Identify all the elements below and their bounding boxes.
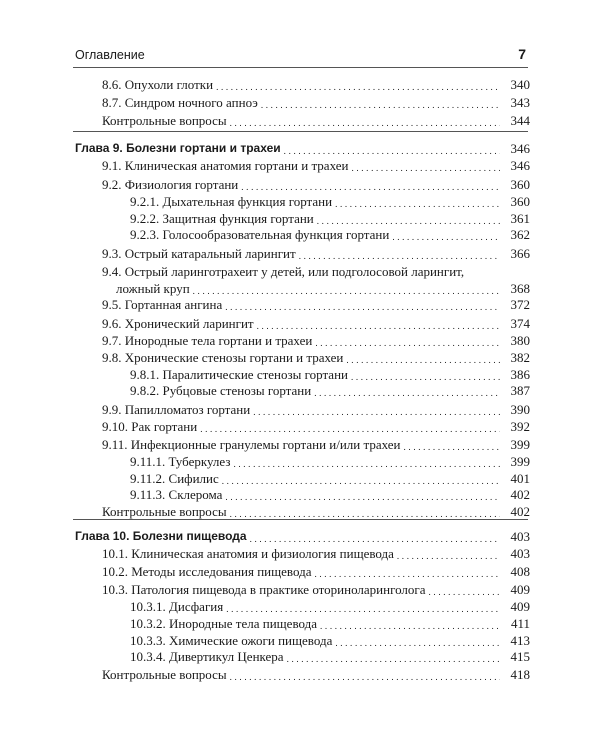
toc-entry-9-8-1[interactable]: 9.8.1. Паралитические стенозы гортани . . . 386	[130, 366, 530, 383]
toc-page: 368	[510, 281, 530, 296]
toc-page: 409	[510, 599, 530, 614]
leader-dots	[257, 315, 500, 332]
toc-page: 403	[510, 529, 530, 544]
toc-entry-10-3[interactable]: 10.3. Патология пищевода в практике оториноларинголога . . . 409	[102, 581, 530, 598]
toc-entry-9-11-3[interactable]: 9.11.3. Склерома . . . 402	[130, 486, 530, 503]
toc-page: 418	[510, 667, 530, 682]
toc-page: 361	[510, 211, 530, 226]
leader-dots	[241, 176, 500, 193]
leader-dots	[392, 226, 500, 243]
leader-dots	[314, 382, 500, 399]
toc-page: 386	[510, 367, 530, 382]
leader-dots	[253, 401, 500, 418]
toc-page: 399	[510, 437, 530, 452]
leader-dots	[222, 470, 500, 487]
toc-entry-9-1[interactable]: 9.1. Клиническая анатомия гортани и трахеи . . . 346	[102, 157, 530, 174]
toc-page: 415	[510, 649, 530, 664]
toc-entry-9-8-2[interactable]: 9.8.2. Рубцовые стенозы гортани . . . 387	[130, 382, 530, 399]
leader-dots	[320, 615, 500, 632]
toc-entry-9-11-1[interactable]: 9.11.1. Туберкулез . . . 399	[130, 453, 530, 470]
toc-page: 401	[510, 471, 530, 486]
toc-page: 387	[510, 383, 530, 398]
toc-page: 340	[510, 77, 530, 92]
leader-dots	[230, 112, 500, 129]
toc-entry-review-8[interactable]: Контрольные вопросы . . . 344	[102, 112, 530, 129]
toc-entry-9-11-2[interactable]: 9.11.2. Сифилис . . . 401	[130, 470, 530, 487]
toc-entry-9-6[interactable]: 9.6. Хронический ларингит . . . 374	[102, 315, 530, 332]
toc-entry-10-1[interactable]: 10.1. Клиническая анатомия и физиология пищевода . . . 403	[102, 545, 530, 562]
leader-dots	[261, 94, 500, 111]
leader-dots	[346, 349, 500, 366]
leader-dots	[351, 157, 500, 174]
toc-chapter-10[interactable]: Глава 10. Болезни пищевода . . . 403	[75, 528, 530, 545]
toc-page: 402	[510, 504, 530, 519]
running-title: Оглавление	[75, 48, 145, 62]
toc-page: 366	[510, 246, 530, 261]
toc-entry-9-2[interactable]: 9.2. Физиология гортани . . . 360	[102, 176, 530, 193]
leader-dots	[351, 366, 500, 383]
toc-entry-9-5[interactable]: 9.5. Гортанная ангина . . . 372	[102, 296, 530, 313]
toc-page: 392	[510, 419, 530, 434]
leader-dots	[315, 332, 500, 349]
leader-dots	[233, 453, 500, 470]
toc-page: 390	[510, 402, 530, 417]
leader-dots	[226, 598, 500, 615]
toc-page: 403	[510, 546, 530, 561]
toc-page: 360	[510, 177, 530, 192]
leader-dots	[397, 545, 500, 562]
toc-entry-10-3-1[interactable]: 10.3.1. Дисфагия . . . 409	[130, 598, 530, 615]
toc-page: 413	[510, 633, 530, 648]
toc-entry-9-2-2[interactable]: 9.2.2. Защитная функция гортани . . . 361	[130, 210, 530, 227]
toc-entry-10-3-4[interactable]: 10.3.4. Дивертикул Ценкера . . . 415	[130, 648, 530, 665]
leader-dots	[216, 76, 500, 93]
leader-dots	[335, 632, 500, 649]
leader-dots	[225, 296, 500, 313]
leader-dots	[225, 486, 500, 503]
toc-entry-9-4-line1[interactable]: 9.4. Острый ларинготрахеит у детей, или подголосовой ларингит,	[102, 264, 465, 279]
toc-entry-9-10[interactable]: 9.10. Рак гортани . . . 392	[102, 418, 530, 435]
toc-page: 346	[510, 158, 530, 173]
toc-entry-review-9[interactable]: Контрольные вопросы . . . 402	[102, 503, 530, 520]
leader-dots	[299, 245, 500, 262]
toc-entry-8-6[interactable]: 8.6. Опухоли глотки . . . 340	[102, 76, 530, 93]
toc-page: 372	[510, 297, 530, 312]
toc-page: 344	[510, 113, 530, 128]
toc-chapter-9[interactable]: Глава 9. Болезни гортани и трахеи . . . 346	[75, 140, 530, 157]
toc-page: 382	[510, 350, 530, 365]
leader-dots	[193, 280, 500, 297]
toc-entry-10-3-2[interactable]: 10.3.2. Инородные тела пищевода . . . 411	[130, 615, 530, 632]
leader-dots	[404, 436, 500, 453]
toc-entry-9-11[interactable]: 9.11. Инфекционные гранулемы гортани и/или трахеи . . . 399	[102, 436, 530, 453]
leader-dots	[317, 210, 500, 227]
toc-page: 360	[510, 194, 530, 209]
toc-page: 408	[510, 564, 530, 579]
leader-dots	[200, 418, 500, 435]
leader-dots	[284, 140, 500, 157]
toc-entry-10-3-3[interactable]: 10.3.3. Химические ожоги пищевода . . . 413	[130, 632, 530, 649]
running-header	[73, 46, 528, 66]
toc-page: 374	[510, 316, 530, 331]
chapter-9-rule	[73, 131, 528, 132]
leader-dots	[230, 503, 500, 520]
toc-entry-9-8[interactable]: 9.8. Хронические стенозы гортани и трахеи . . . 382	[102, 349, 530, 366]
toc-page: 411	[510, 616, 530, 631]
leader-dots	[429, 581, 500, 598]
toc-page: 380	[510, 333, 530, 348]
toc-entry-10-2[interactable]: 10.2. Методы исследования пищевода . . . 408	[102, 563, 530, 580]
toc-entry-9-3[interactable]: 9.3. Острый катаральный ларингит . . . 366	[102, 245, 530, 262]
toc-entry-9-4-line2[interactable]: ложный круп . . . 368	[116, 280, 530, 297]
leader-dots	[230, 666, 500, 683]
toc-entry-9-9[interactable]: 9.9. Папилломатоз гортани . . . 390	[102, 401, 530, 418]
toc-page: 343	[510, 95, 530, 110]
toc-entry-review-10[interactable]: Контрольные вопросы . . . 418	[102, 666, 530, 683]
page-number: 7	[518, 46, 526, 62]
toc-entry-9-2-3[interactable]: 9.2.3. Голосообразовательная функция гортани . . . 362	[130, 226, 530, 243]
leader-dots	[287, 648, 500, 665]
toc-entry-8-7[interactable]: 8.7. Синдром ночного апноэ . . . 343	[102, 94, 530, 111]
toc-page: 362	[510, 227, 530, 242]
toc-entry-9-7[interactable]: 9.7. Инородные тела гортани и трахеи . . . 380	[102, 332, 530, 349]
leader-dots	[250, 528, 500, 545]
toc-page: 402	[510, 487, 530, 502]
header-rule	[73, 67, 528, 68]
leader-dots	[314, 563, 500, 580]
toc-entry-9-2-1[interactable]: 9.2.1. Дыхательная функция гортани . . . 360	[130, 193, 530, 210]
toc-page: 409	[510, 582, 530, 597]
leader-dots	[335, 193, 500, 210]
toc-page: 346	[510, 141, 530, 156]
toc-page: 399	[510, 454, 530, 469]
